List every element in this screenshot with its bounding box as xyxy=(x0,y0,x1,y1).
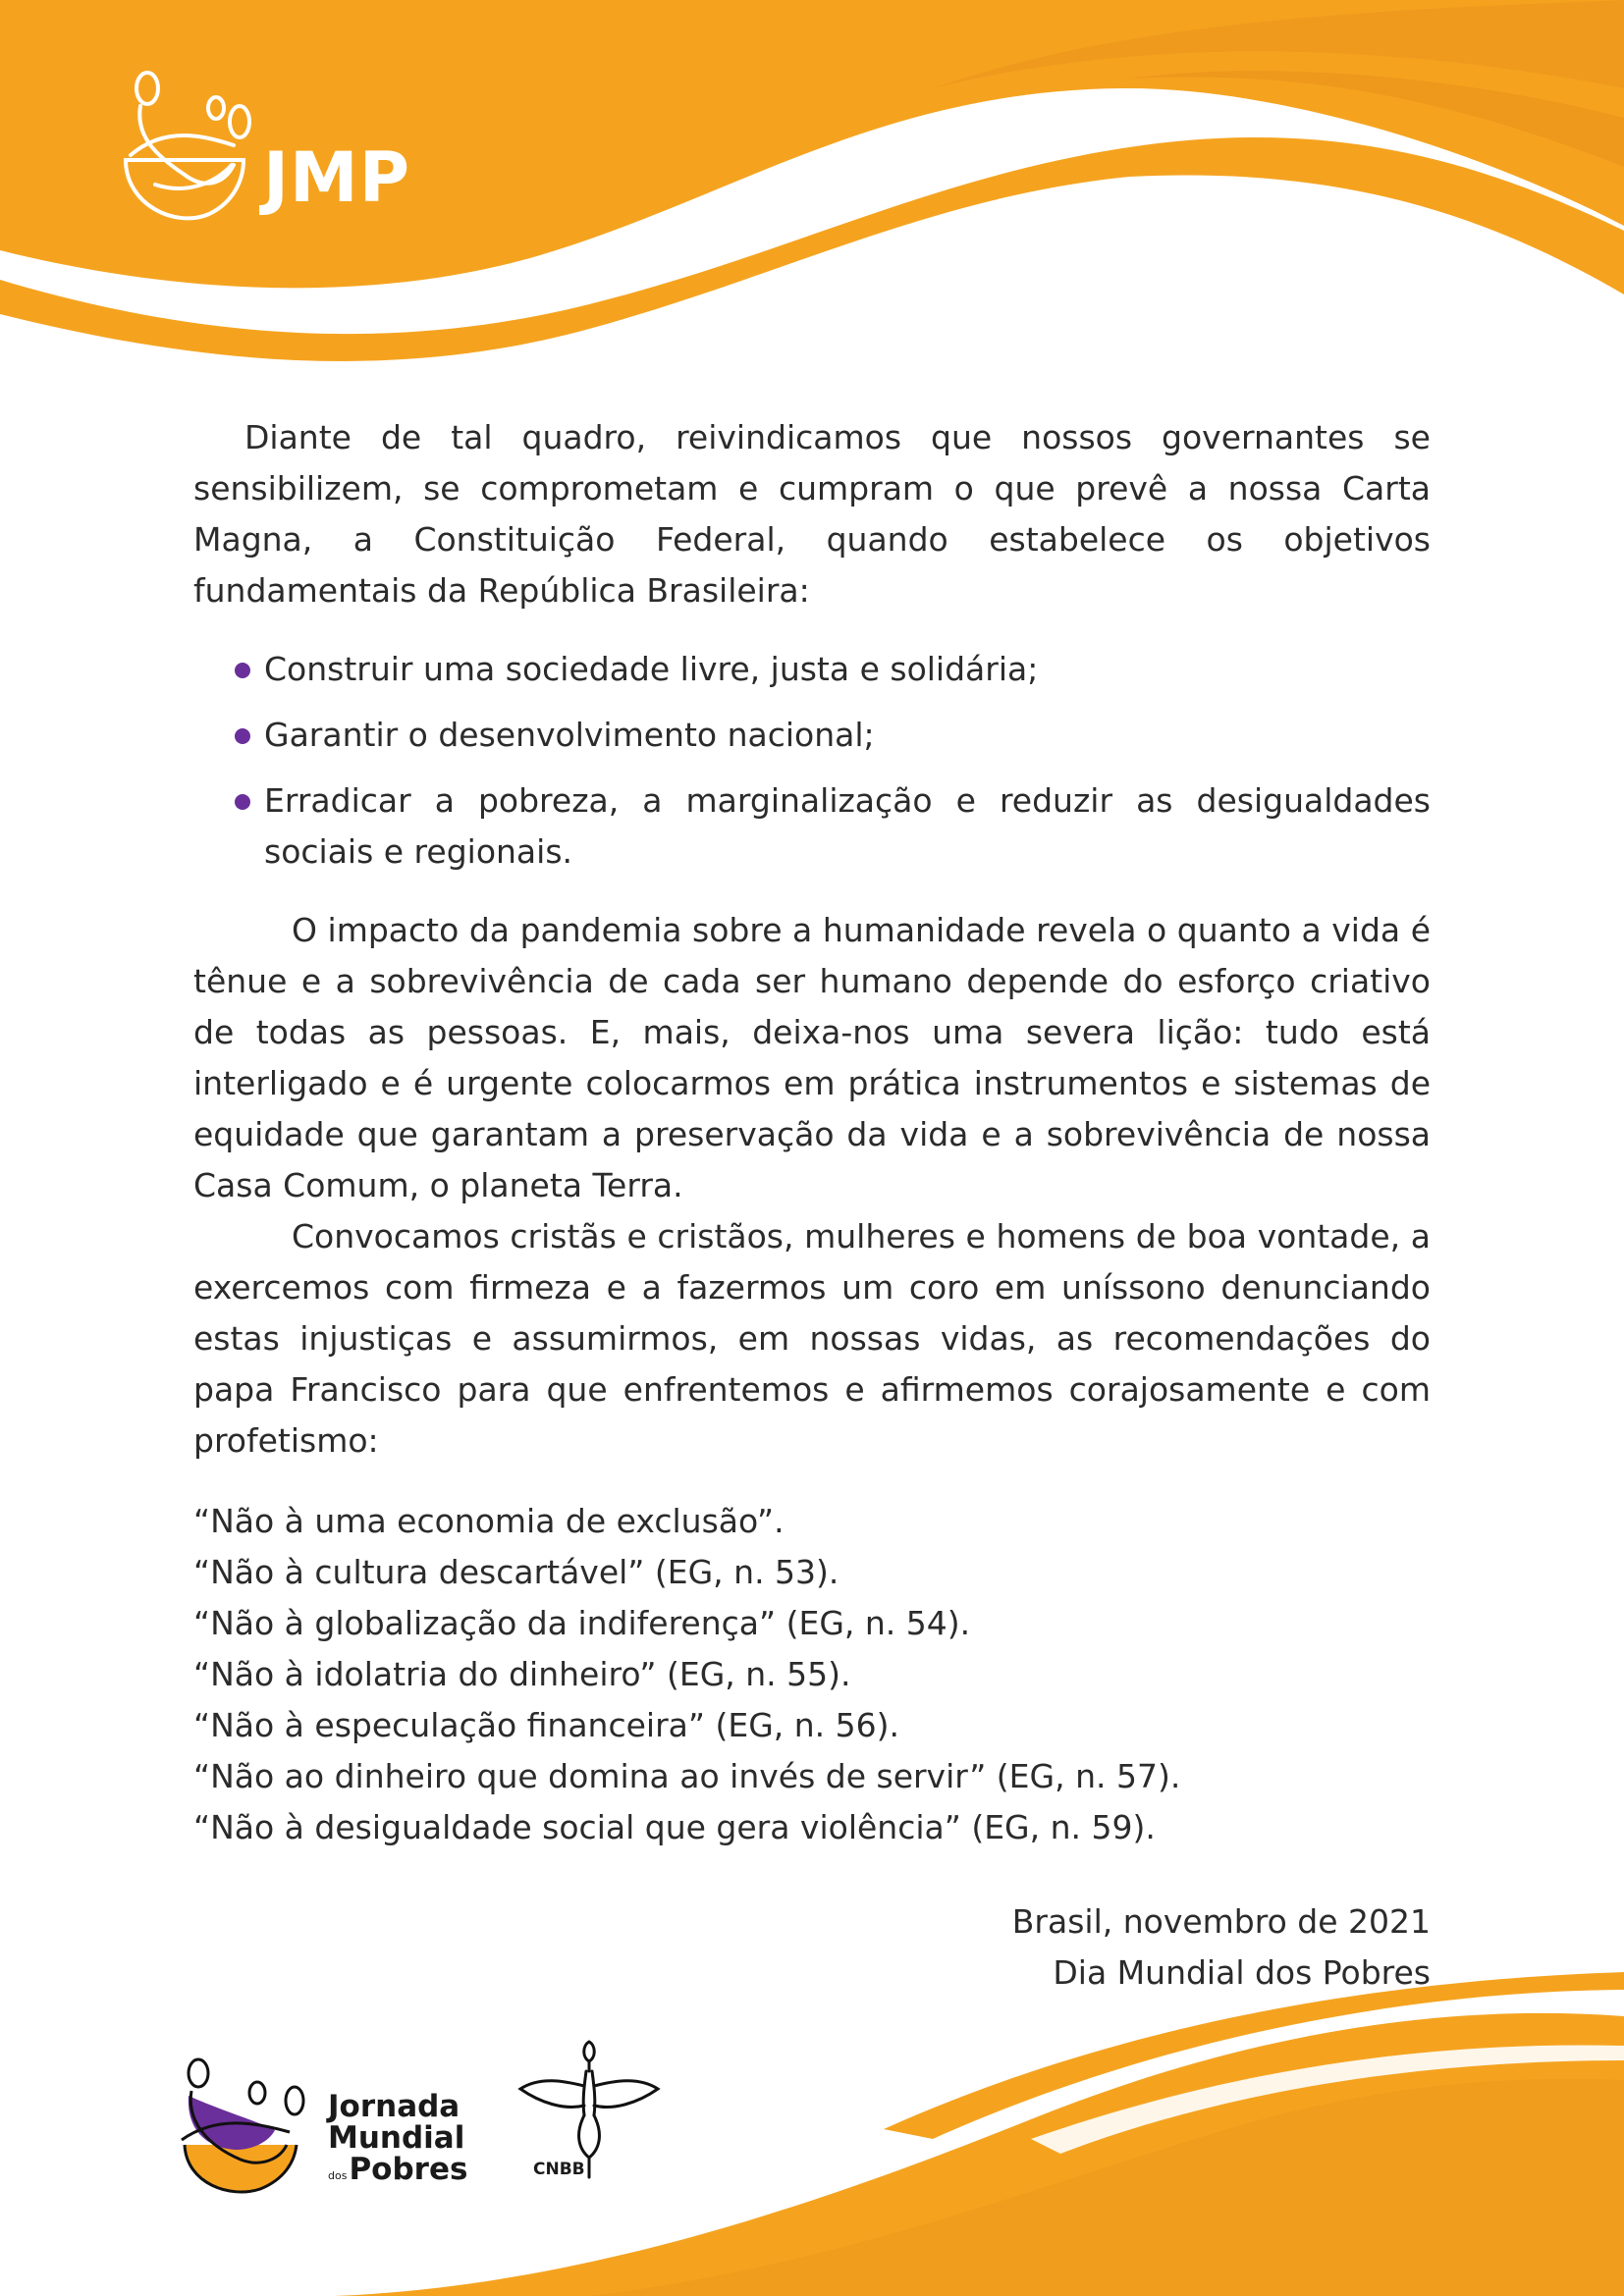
jornada-mundial-wordmark xyxy=(328,2091,467,2192)
jmp-logo xyxy=(116,67,430,234)
list-item xyxy=(193,644,1431,695)
quote-line: “Não ao dinheiro que domina ao invés de servir” (EG, n. 57). xyxy=(193,1757,1181,1795)
cnbb-label: CNBB xyxy=(533,2160,585,2179)
quotes-list xyxy=(193,1496,1431,1853)
call-paragraph: Convocamos cristãs e cristãos, mulheres e homens de boa vontade, a exercemos com firmeza e a fazermos um coro em uníssono denunciando estas injustiças e assumirmos, em nossas vidas, as recomendações do papa Francisco para que enfrentemos e afirmemos corajosamente e com profetismo: xyxy=(193,1217,1431,1460)
quote-line: “Não à cultura descartável” (EG, n. 53). xyxy=(193,1553,839,1591)
goals-list xyxy=(193,644,1431,878)
footer-logos xyxy=(177,2032,687,2189)
quote-line: “Não à uma economia de exclusão”. xyxy=(193,1502,785,1540)
list-item xyxy=(193,775,1431,878)
cnbb-dove-icon xyxy=(515,2032,663,2179)
goal-text: Erradicar a pobreza, a marginalização e reduzir as desigualdades sociais e regionais. xyxy=(264,781,1431,871)
bullet-icon xyxy=(235,794,250,810)
signoff-place-date: Brasil, novembro de 2021 xyxy=(1011,1902,1431,1941)
jornada-dos: dos xyxy=(328,2169,348,2182)
jmp-logo-text: JMP xyxy=(263,137,411,218)
quote-line: “Não à desigualdade social que gera violência” (EG, n. 59). xyxy=(193,1808,1156,1846)
list-item xyxy=(193,710,1431,761)
letter-body xyxy=(193,412,1431,1999)
jornada-mundial-logo-icon xyxy=(177,2052,324,2209)
quote-line: “Não à idolatria do dinheiro” (EG, n. 55). xyxy=(193,1655,851,1693)
goal-text: Construir uma sociedade livre, justa e solidária; xyxy=(264,650,1039,688)
jmp-figures-icon xyxy=(116,67,263,234)
bullet-icon xyxy=(235,728,250,744)
signoff-occasion: Dia Mundial dos Pobres xyxy=(1053,1953,1431,1992)
intro-paragraph: Diante de tal quadro, reivindicamos que nossos governantes se sensibilizem, se comprometam e cumpram o que prevê a nossa Carta Magna, a Constituição Federal, quando estabelece os objetivos fundamentais da República Brasileira: xyxy=(193,418,1431,610)
jornada-line1: Jornada xyxy=(328,2089,460,2124)
bullet-icon xyxy=(235,663,250,678)
jornada-line2: Mundial xyxy=(328,2120,465,2156)
goal-text: Garantir o desenvolvimento nacional; xyxy=(264,716,875,754)
quote-line: “Não à especulação financeira” (EG, n. 56). xyxy=(193,1706,899,1744)
quote-line: “Não à globalização da indiferença” (EG, n. 54). xyxy=(193,1604,971,1642)
jornada-line3: Pobres xyxy=(349,2152,468,2187)
pandemic-paragraph: O impacto da pandemia sobre a humanidade revela o quanto a vida é tênue e a sobrevivência de cada ser humano depende do esforço criativo de todas as pessoas. E, mais, deixa-nos uma severa lição: tudo está interligado e é urgente colocarmos em prática instrumentos e sistemas de equidade que garantam a preservação da vida e a sobrevivência de nossa Casa Comum, o planeta Terra. xyxy=(193,911,1431,1204)
